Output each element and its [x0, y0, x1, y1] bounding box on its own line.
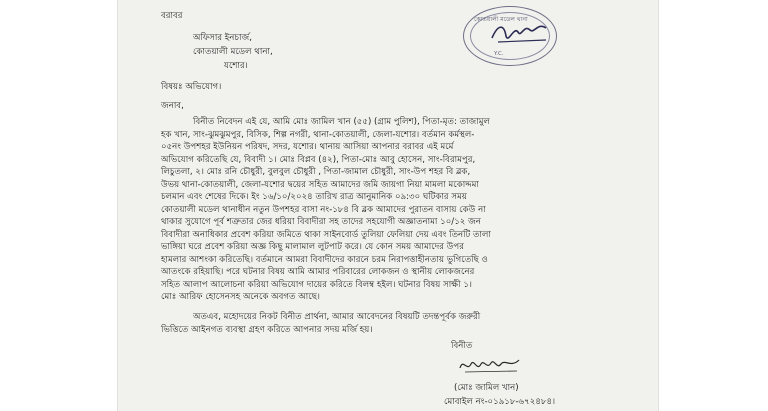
body-line: বিনীত নিবেদন এই যে, আমি মোঃ জামিল খান (৫৫) (গ্রাম পুলিশ), পিতা-মৃত: তাজামুল	[193, 117, 490, 127]
to-line-2: কোতয়ালী মডেল থানা,	[193, 47, 273, 57]
to-label: বরাবর	[161, 11, 183, 21]
to-line-3: যশোর।	[224, 61, 248, 71]
body-line: থাকার সুযোগে পূর্ব শত্রুতার জের ধরিয়া বিবাদীরা সহ তাদের সহযোগী অজ্ঞাতনামা ১০/১২ জন	[161, 217, 481, 227]
body-line: সহিত আলাপ আলোচনা করিয়া অভিযোগ দায়ের করিতে বিলম্ব হইল। ঘটনার বিষয় সাক্ষী ১।	[161, 280, 472, 290]
subject: বিষয়ঃ অভিযোগ।	[161, 82, 222, 92]
stamp-top-text: কোতয়ালী মডেল থানা	[474, 16, 528, 23]
body-line: আতংকে রহিয়াছি। পরে ঘটনার বিষয় আমি আমার পরিবারের লোকজন ও স্থানীয় লোকজনের	[161, 267, 475, 277]
to-line-1: অফিসার ইনচার্জ,	[193, 33, 252, 43]
closing-line: ভিত্তিতে আইনগত ব্যবস্থা গ্রহণ করিতে আপনার সদয় মর্জি হয়।	[161, 325, 373, 335]
body-line: ভাঙ্গিয়া ঘরে প্রবেশ করিয়া অজ্ঞ কিছু মালামাল লুটপাট করে। যে কোন সময় আমাদের উপর	[161, 242, 464, 252]
body-line: অভিযোগ করিতেছি যে, বিবাদী ১। মোঃ বিপ্লব (৪২), পিতা-মোঃ আবু হোসেন, সাং-বিরামপুর,	[161, 155, 476, 165]
handwritten-signature	[457, 354, 523, 376]
closing-line: অতএব, মহোদয়ের নিকট বিনীত প্রার্থনা, আমার আবেদনের বিষয়টি তদন্তপূর্বক জরুরী	[193, 312, 481, 322]
mobile-number: মোবাইল নং-০১৯১৮-৬৭২৪৮৪।	[444, 397, 556, 407]
stamp-bottom-text: Y.C.	[494, 51, 504, 57]
stamp-handwriting	[488, 18, 552, 48]
salutation: জনাব,	[161, 101, 184, 111]
body-line: বিবাদীরা অনাধিকার প্রবেশ করিয়া জমিতে থাকা সাইনবোর্ড তুলিয়া ফেলিয়া দেয় এবং তিনটি তালা	[161, 230, 491, 240]
body-line: হক খান, সাং-ঝুমঝুমপুর, বিসিক, শিল্প নগরী, থানা-কোতয়ালী, জেলা-যশোর। বর্তমান কর্মস্থল-	[161, 130, 475, 140]
body-line: উভয় থানা-কোতয়ালী, জেলা-যশোর দ্বয়ের সহিত আমাদের জমি জায়গা নিয়া মামলা মকোদ্দমা	[161, 180, 479, 190]
body-line: কোতয়ালী মডেল থানাধীন নতুন উপশহর বাসা নং-১৮৪ বি ব্লক আমাদের পুরাতন বাসায় কেউ না	[161, 205, 486, 215]
body-line: চলমান এবং শেষের দিকে। ইং ১৬/১০/২০২৪ তারিখ রাত্র আনুমানিক ০৯:৩০ ঘটিকার সময়	[161, 192, 467, 202]
body-line: লিচুতলা, ২। মোঃ রনি চৌধুরী, বুলবুল চৌধুরী , পিতা-জামাল চৌধুরী, সাং-উপ শহর বি ব্লক,	[161, 167, 471, 177]
body-line: হামলার আশংকা করিতেছি। বর্তমানে আমরা বিবাদীদের কারনে চরম নিরাপত্তাহীনতায় ভুগিতেছি ও	[161, 255, 488, 265]
body-line: মোঃ আরিফ হোসেনসহ অনেকে অবগত আছে।	[161, 292, 320, 302]
signer-name: (মোঃ জামিল খান)	[454, 383, 519, 393]
body-line: ০৫নং উপশহর ইউনিয়ন পরিষদ, সদর, যশোর। থানায় আসিয়া আপনার বরাবর এই মর্মে	[161, 142, 454, 152]
sign-label: বিনীত	[451, 341, 473, 351]
